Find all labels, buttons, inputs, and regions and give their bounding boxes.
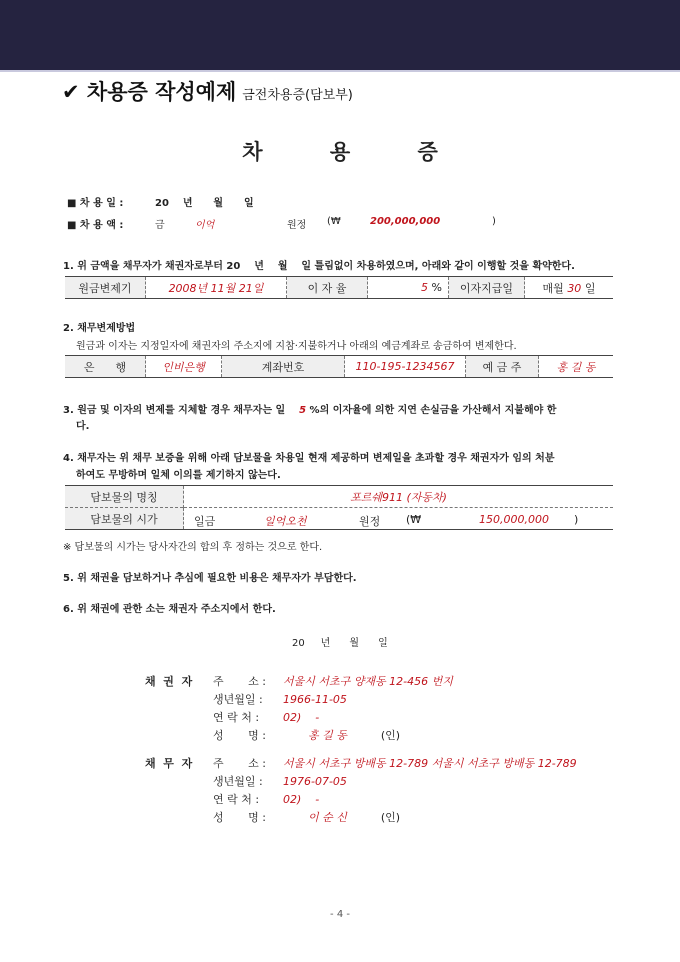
header-band: [0, 0, 680, 72]
loan-amount-label: ■ 차 용 액 :: [67, 220, 124, 231]
clause-1: 1. 위 금액을 채무자가 채권자로부터 20 년 월 일 틀림없이 차용하였으며, 아래와 같이 이행할 것을 확약한다.: [63, 261, 575, 272]
loan-amount-won: 원정: [287, 220, 307, 231]
repayment-table: [65, 276, 613, 299]
loan-amount-korean: 이억: [195, 220, 215, 231]
bank-label: 은 행: [65, 356, 146, 378]
clause-6: 6. 위 채권에 관한 소는 채권자 주소지에서 한다.: [63, 604, 276, 615]
debtor-contact: 02) -: [283, 792, 320, 806]
interest-day-label: 이자지급일: [449, 277, 525, 299]
loan-amount-number: 200,000,000: [370, 216, 441, 227]
creditor-address: 서울시 서초구 양재동 12-456 번지: [283, 675, 453, 688]
clause-2-text: 원금과 이자는 지정일자에 채권자의 주소지에 지참·지불하거나 아래의 예금계좌로 송금하여 변제한다.: [76, 341, 517, 352]
collateral-name-label: 담보물의 명칭: [65, 486, 184, 508]
document-title: 차 용 증: [242, 140, 468, 164]
debtor-block: 채 무 자 주 소 : 서울시 서초구 방배동 12-789 서울시 서초구 방배동 12-789 생년월일 : 1976-07-05 연 락 처 : 02) - 성 명 : 이 순 신 (인): [145, 754, 577, 826]
creditor-name: 홍 길 동: [308, 729, 347, 742]
paren: ): [492, 216, 496, 227]
debtor-birth: 1976-07-05: [283, 774, 347, 788]
collateral-name: 포르쉐911 (자동차): [184, 486, 614, 508]
clause-3: 3. 원금 및 이자의 변제를 지체할 경우 채무자는 일 5 %의 이자율에 의한 지연 손실금을 가산해서 지불해야 한: [63, 405, 557, 416]
bank-table: [65, 355, 613, 378]
page-title: ✔ 차용증 작성예제 금전차용증(담보부): [62, 80, 353, 104]
collateral-value: 일금 일억오천 원정 (₩ 150,000,000 ): [184, 508, 614, 530]
check-icon: ✔: [62, 80, 80, 104]
collateral-table: [65, 485, 613, 530]
repayment-date: 2008년 11월 21일: [146, 277, 287, 299]
account-number: 110-195-1234567: [345, 356, 466, 378]
clause-3-cont: 다.: [76, 421, 90, 432]
holder-label: 예 금 주: [466, 356, 539, 378]
interest-rate-label: 이 자 율: [287, 277, 368, 299]
repayment-date-label: 원금변제기: [65, 277, 146, 299]
debtor-address: 서울시 서초구 방배동 12-789 서울시 서초구 방배동 12-789: [283, 757, 577, 770]
collateral-value-label: 담보물의 시가: [65, 508, 184, 530]
clause-4-cont: 하여도 무방하며 일체 이의를 제기하지 않는다.: [76, 470, 281, 481]
account-holder: 홍 길 동: [539, 356, 614, 378]
creditor-contact: 02) -: [283, 710, 320, 724]
debtor-name: 이 순 신: [308, 811, 347, 824]
creditor-birth: 1966-11-05: [283, 692, 347, 706]
account-label: 계좌번호: [222, 356, 345, 378]
page-subtitle: 금전차용증(담보부): [242, 88, 353, 103]
clause-5: 5. 위 채권을 담보하거나 추심에 필요한 비용은 채무자가 부담한다.: [63, 573, 357, 584]
sign-date: 20 년 월 일: [292, 638, 388, 649]
clause-2-title: 2. 채무변제방법: [63, 323, 136, 334]
interest-rate: 5 %: [368, 277, 449, 299]
loan-amount-prefix: 금: [155, 220, 165, 231]
interest-day: 매월 30 일: [525, 277, 614, 299]
page-number: - 4 -: [330, 909, 350, 920]
creditor-block: 채 권 자 주 소 : 서울시 서초구 양재동 12-456 번지 생년월일 : 1966-11-05 연 락 처 : 02) - 성 명 : 홍 길 동 (인): [145, 672, 453, 744]
clause-4: 4. 채무자는 위 채무 보증을 위해 아래 담보물을 차용일 현재 제공하며 변제일을 초과할 경우 채권자가 임의 처분: [63, 453, 555, 464]
paren: (₩: [327, 216, 341, 227]
bank-name: 인비은행: [146, 356, 222, 378]
loan-date-value: 20 년 월 일: [155, 198, 254, 209]
collateral-note: ※ 담보물의 시가는 당사자간의 합의 후 정하는 것으로 한다.: [63, 542, 323, 553]
loan-date-label: ■ 차 용 일 :: [67, 198, 124, 209]
